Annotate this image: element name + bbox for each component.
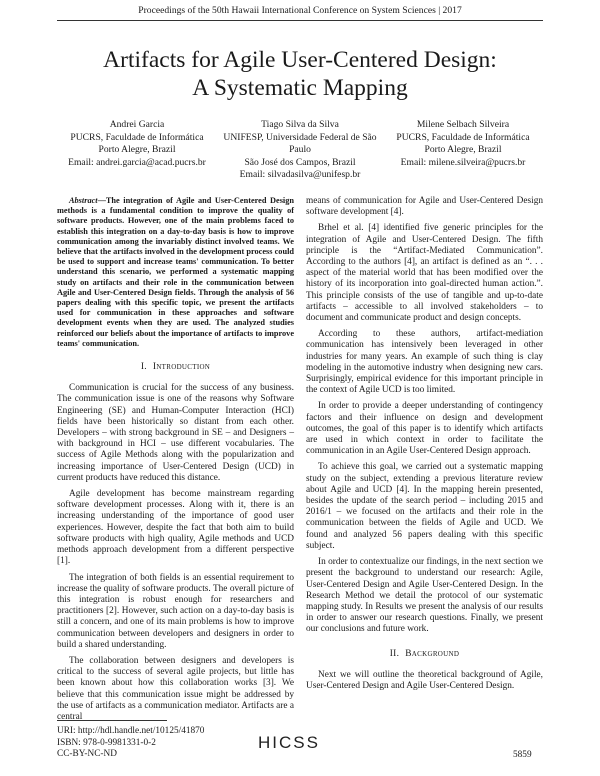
- left-column: [57, 196, 294, 728]
- author-affiliation: UNIFESP, Universidade Federal de São Paulo: [223, 131, 377, 155]
- section-number: I.: [140, 362, 147, 373]
- paragraph: Communication is crucial for the success of any business. The communication issue is one of the reasons why Software Engineering (SE) and Human-Computer Interaction (HCI) fields have been historically so distant from each other. Developers – with strong background in SE – and Designers – with background in HCI – use different vocabularies. The success of Agile Methods along with the popularization and increasing importance of User-Centered Design (UCD) in current products have reduced this distance.: [57, 383, 294, 483]
- author-3: [383, 119, 543, 182]
- abstract-label: Abstract: [69, 196, 98, 205]
- paragraph: In order to contextualize our findings, in the next section we present the background to understand our research: Agile, User-Centered Design and Agile User-Centered Design. In the Research Method we detail the protocol of our systematic mapping study. In Results we present the analysis of our results in order to answer our research questions. Finally, we present our conclusions and future work.: [306, 557, 543, 635]
- paragraph: Brhel et al. [4] identified five generic principles for the integration of Agile and User-Centered Design. The fifth principle is the “Artifact-Mediated Communication”. According to the authors [4], an artifact is defined as an “. . . aspect of the material world that has been modified over the history of its incorporation into goal-directed human action.”. This principle consists of the use of tangible and up-to-date artifacts – accessible to all involved stakeholders – to document and communicate product and design concepts.: [306, 223, 543, 324]
- paragraph: Next we will outline the theoretical background of Agile, User-Centered Design and Agile User-Centered Design.: [306, 669, 543, 691]
- section-heading-background: [306, 649, 543, 660]
- author-block: [57, 119, 543, 182]
- running-head: Proceedings of the 50th Hawaii International Conference on System Sciences | 2017: [138, 5, 462, 16]
- page-number: 5859: [513, 750, 532, 760]
- right-column: [306, 196, 543, 697]
- author-name: Milene Selbach Silveira: [416, 119, 510, 130]
- hicss-logo: HICSS: [258, 733, 320, 752]
- title-line-1: Artifacts for Agile User-Centered Design:: [103, 47, 497, 73]
- author-email: Email: silvadasilva@unifesp.br: [239, 169, 361, 180]
- author-affiliation: PUCRS, Faculdade de Informática: [396, 131, 530, 143]
- author-email: Email: milene.silveira@pucrs.br: [400, 156, 526, 168]
- section-title: Background: [405, 648, 460, 659]
- paragraph: According to these authors, artifact-mediation communication has intensively been leveraged in other industries for many years. An example of such thing is clay modeling in the automotive industry when designing new cars. Surprisingly, empirical evidence for this important principle in the context of Agile UCD is too limited.: [306, 329, 543, 396]
- paper-title: [0, 46, 600, 102]
- author-2: [217, 119, 383, 182]
- author-location: Porto Alegre, Brazil: [98, 144, 176, 155]
- paragraph: The collaboration between designers and developers is critical to the success of several agile projects, but little has been known about how this collaboration works [3]. We believe that this communication issue might be addressed by the use of artifacts as a communication mediator. Artifacts are a central: [57, 655, 294, 722]
- paragraph: Agile development has become mainstream regarding software development processes. Along with it, there is an increasing understanding of the importance of good user experiences. However, despite the fact that both aim to build software products with high quality, Agile methods and UCD methods approach development from a different perspective [1].: [57, 489, 294, 567]
- author-email: Email: andrei.garcia@acad.pucrs.br: [68, 156, 206, 168]
- abstract-text: —The integration of Agile and User-Centered Design methods is a fundamental condition to improve the quality of software products. However, one of the main problems faced to establish this integration on a day-to-day basis is how to improve communication among the invariably distinct involved teams. We believe that the artifacts involved in the development process could be used to support and increase teams' communication. To better understand this scenario, we performed a systematic mapping study on artifacts and their role in the communication between Agile and User-Centered Design fields. Through the analysis of 56 papers dealing with this specific topic, we present the artifacts used for communication in these approaches and software development events when they are used. The analyzed studies reinforced our beliefs about the importance of artifacts to improve teams' communication.: [57, 196, 294, 348]
- title-line-2: A Systematic Mapping: [192, 75, 408, 101]
- author-affiliation: PUCRS, Faculdade de Informática: [70, 131, 204, 143]
- author-location: Porto Alegre, Brazil: [424, 144, 502, 155]
- header-rule: [57, 20, 543, 21]
- footer-rule: [57, 720, 167, 721]
- author-1: [57, 119, 217, 182]
- author-name: Andrei Garcia: [109, 119, 165, 130]
- footer-isbn: ISBN: 978-0-9981331-0-2: [57, 737, 156, 748]
- footer-uri: URI: http://hdl.handle.net/10125/41870: [57, 726, 205, 736]
- paragraph: To achieve this goal, we carried out a systematic mapping study on the subject, extending a previous literature review about Agile and UCD [4]. In the mapping herein presented, besides the update of the search period – including 2015 and 2016/1 – we focused on the artifacts and their role in the communication between the fields of Agile and UCD. We found and analyzed 56 papers dealing with this specific subject.: [306, 462, 543, 551]
- footer-license: CC-BY-NC-ND: [57, 749, 117, 759]
- section-heading-introduction: [57, 362, 294, 373]
- author-name: Tiago Silva da Silva: [261, 119, 339, 130]
- section-number: II.: [389, 648, 400, 659]
- paragraph: The integration of both fields is an essential requirement to increase the quality of software products. The overall picture of this integration is robust enough for researchers and practitioners [2]. However, such action on a day-to-day basis is still a concern, and one of its main problems is how to improve communication between developers and designers in order to build a shared understanding.: [57, 572, 294, 650]
- section-title: Introduction: [152, 362, 211, 373]
- paragraph: means of communication for Agile and User-Centered Design software development [4].: [306, 196, 543, 218]
- footer-identifiers: [57, 726, 204, 761]
- abstract: [57, 196, 294, 349]
- paragraph: In order to provide a deeper understanding of contingency factors and their influence on design and development outcomes, the goal of this paper is to identify which artifacts are used in which context in order to facilitate the communication in an Agile User-Centered Design approach.: [306, 401, 543, 457]
- author-location: São José dos Campos, Brazil: [244, 156, 356, 168]
